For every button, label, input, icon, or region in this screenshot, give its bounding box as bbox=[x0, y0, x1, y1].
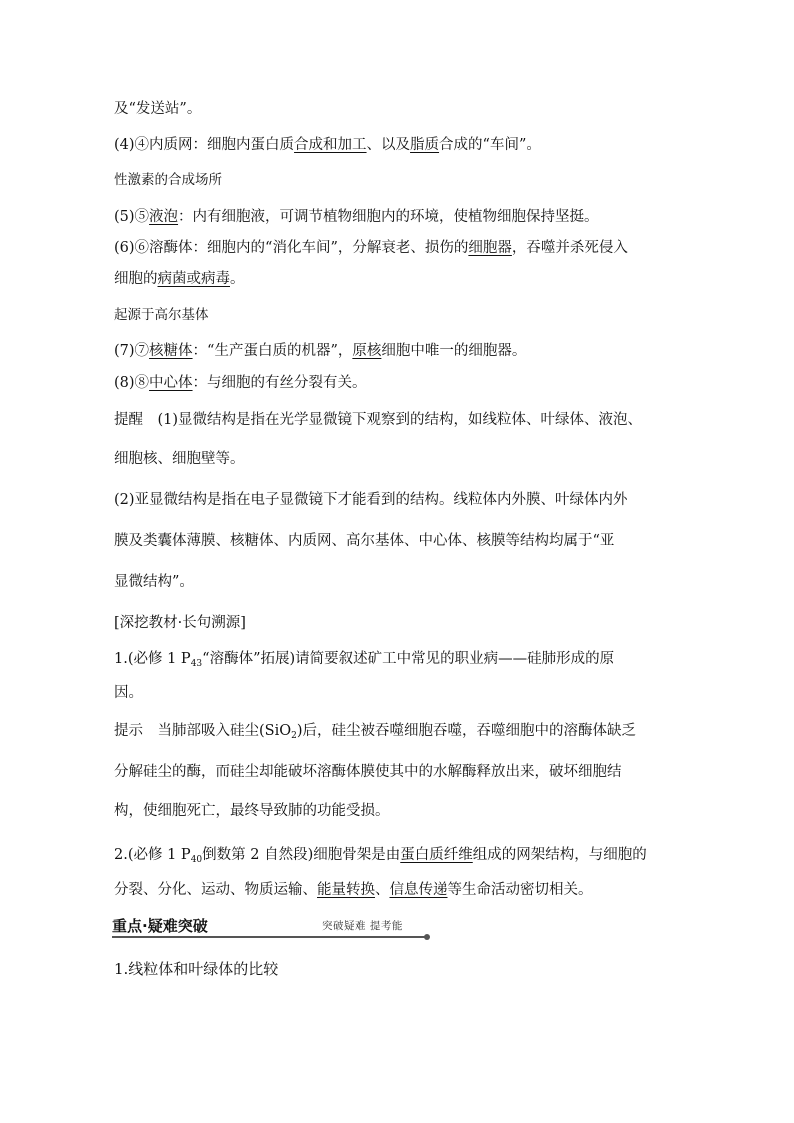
text: (6)⑥溶酶体：细胞内的“消化车间”，分解衰老、损伤的 bbox=[114, 240, 469, 256]
text: (5)⑤ bbox=[114, 209, 150, 225]
text-line bbox=[114, 762, 622, 782]
section-header bbox=[112, 914, 430, 938]
text-line bbox=[114, 572, 194, 592]
rule-end-dot bbox=[424, 934, 430, 940]
underlined-answer: 原核 bbox=[352, 343, 382, 359]
text: 倒数第 2 自然段)细胞骨架是由 bbox=[202, 847, 401, 863]
text: 构，使细胞死亡，最终导致肺的功能受损。 bbox=[114, 803, 390, 819]
subscript: 2 bbox=[291, 731, 297, 741]
text: 细胞核、细胞壁等。 bbox=[114, 451, 245, 467]
underlined-answer: 中心体 bbox=[149, 375, 193, 391]
text-line bbox=[114, 880, 593, 900]
text: ，吞噬并杀死侵入 bbox=[511, 240, 628, 256]
text: 1.线粒体和叶绿体的比较 bbox=[114, 960, 279, 978]
text: 膜及类囊体薄膜、核糖体、内质网、高尔基体、中心体、核膜等结构均属于“亚 bbox=[114, 533, 615, 549]
text-line-centrosome bbox=[114, 373, 367, 393]
text: 性激素的合成场所 bbox=[114, 172, 222, 188]
text: (7)⑦ bbox=[114, 343, 150, 359]
underlined-answer: 信息传递 bbox=[389, 882, 448, 898]
text: 合成的“车间”。 bbox=[439, 137, 541, 153]
subsection-heading bbox=[114, 959, 278, 979]
text-line bbox=[114, 490, 628, 510]
text: 因。 bbox=[114, 685, 143, 701]
section-title: 重点·疑难突破 bbox=[112, 915, 214, 936]
text: 提醒 (1)显微结构是指在光学显微镜下观察到的结构，如线粒体、叶绿体、液泡、 bbox=[114, 412, 643, 428]
subscript: 40 bbox=[190, 855, 203, 865]
text: (2)亚显微结构是指在电子显微镜下才能看到的结构。线粒体内外膜、叶绿体内外 bbox=[114, 492, 628, 508]
text: 、 bbox=[375, 882, 390, 898]
annotation-note bbox=[114, 305, 209, 325]
tip-paragraph bbox=[114, 410, 642, 430]
section-rule bbox=[112, 936, 426, 938]
text: 。 bbox=[230, 271, 245, 287]
text: 提示 当肺部吸入硅尘(SiO bbox=[114, 723, 292, 739]
text: ：与细胞的有丝分裂有关。 bbox=[192, 375, 367, 391]
text: [深挖教材·长句溯源] bbox=[114, 615, 246, 631]
text: (4)④内质网：细胞内蛋白质 bbox=[114, 137, 295, 153]
underlined-answer: 细胞器 bbox=[468, 240, 512, 256]
text: 及“发送站”。 bbox=[114, 101, 202, 117]
text: 分裂、分化、运动、物质运输、 bbox=[114, 882, 317, 898]
underlined-answer: 脂质 bbox=[410, 137, 440, 153]
text: ：“生产蛋白质的机器”， bbox=[192, 343, 353, 359]
section-subtitle: 突破疑难 提考能 bbox=[322, 920, 403, 932]
text: 起源于高尔基体 bbox=[114, 307, 209, 323]
hint-paragraph bbox=[114, 721, 636, 746]
text-line-ribosome bbox=[114, 341, 526, 361]
question-1 bbox=[114, 649, 614, 674]
text: 细胞的 bbox=[114, 271, 158, 287]
text-line bbox=[114, 531, 614, 551]
text-line bbox=[114, 99, 201, 119]
text: 1.(必修 1 P bbox=[114, 651, 191, 667]
underlined-answer: 液泡 bbox=[149, 209, 179, 225]
underlined-answer: 蛋白质纤维 bbox=[400, 847, 473, 863]
text-line-lysosome bbox=[114, 238, 628, 258]
text: 分解硅尘的酶，而硅尘却能破坏溶酶体膜使其中的水解酶释放出来，破坏细胞结 bbox=[114, 764, 622, 780]
text-line bbox=[114, 683, 143, 703]
text-line-er bbox=[114, 135, 541, 155]
text-line bbox=[114, 269, 245, 289]
text: 、以及 bbox=[366, 137, 411, 153]
text: (8)⑧ bbox=[114, 375, 150, 391]
underlined-answer: 病菌或病毒 bbox=[157, 271, 230, 287]
text: “溶酶体”拓展)请简要叙述矿工中常见的职业病——硅肺形成的原 bbox=[202, 651, 615, 667]
text: 显微结构”。 bbox=[114, 574, 194, 590]
text: 等生命活动密切相关。 bbox=[447, 882, 593, 898]
underlined-answer: 合成和加工 bbox=[294, 137, 367, 153]
text: ：内有细胞液，可调节植物细胞内的环境，使植物细胞保持坚挺。 bbox=[178, 209, 599, 225]
subscript: 43 bbox=[190, 659, 203, 669]
text-line bbox=[114, 801, 390, 821]
underlined-answer: 核糖体 bbox=[149, 343, 193, 359]
text: 组成的网架结构，与细胞的 bbox=[472, 847, 647, 863]
text: )后，硅尘被吞噬细胞吞噬，吞噬细胞中的溶酶体缺乏 bbox=[296, 723, 637, 739]
annotation-note bbox=[114, 170, 222, 190]
text-line bbox=[114, 449, 245, 469]
section-label bbox=[114, 613, 246, 633]
question-2 bbox=[114, 845, 647, 870]
underlined-answer: 能量转换 bbox=[317, 882, 375, 898]
text: 细胞中唯一的细胞器。 bbox=[381, 343, 527, 359]
text: 2.(必修 1 P bbox=[114, 847, 191, 863]
text-line-vacuole bbox=[114, 207, 599, 227]
